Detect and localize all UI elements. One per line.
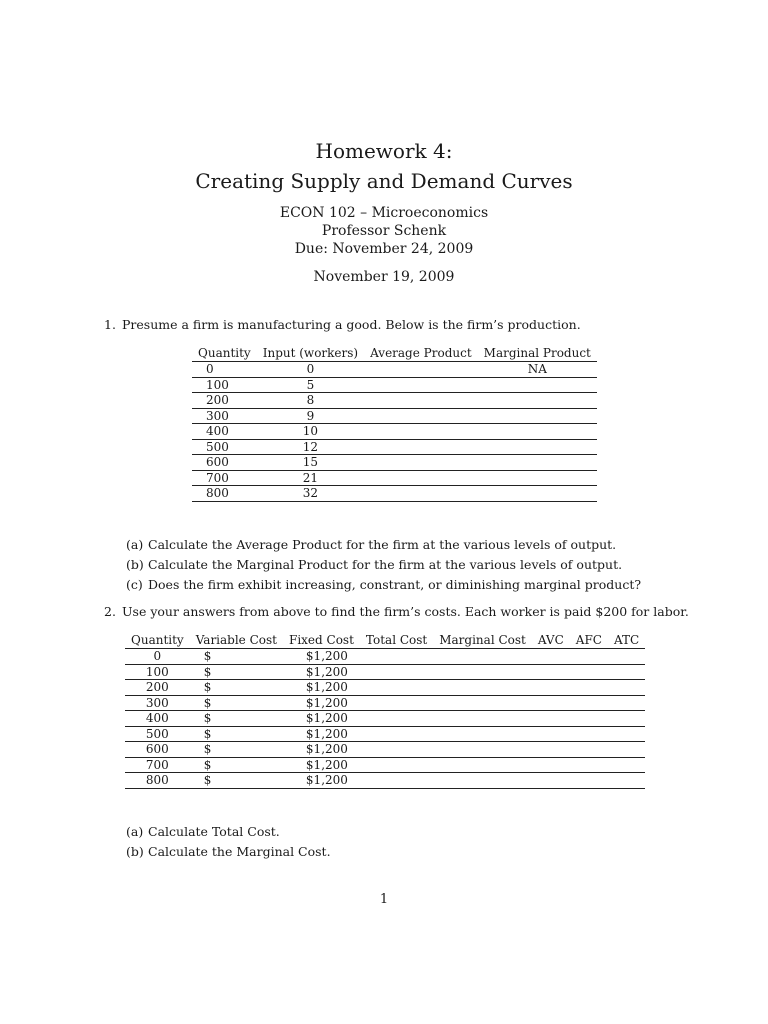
cost-table-header-row: [125, 632, 645, 649]
table-cell: [478, 470, 597, 486]
table-cell: [532, 649, 570, 665]
table-cell: $: [190, 757, 283, 773]
table-cell: [433, 757, 532, 773]
table-cell: 0: [257, 362, 364, 378]
cost-table-row: [125, 649, 645, 665]
table-cell: [478, 393, 597, 409]
table-cell: 200: [125, 680, 190, 696]
table-cell: [570, 742, 608, 758]
table-cell: [478, 455, 597, 471]
table-cell: $: [190, 649, 283, 665]
part-label: (a): [126, 824, 144, 839]
page-number: 1: [379, 892, 389, 907]
table-cell: [570, 695, 608, 711]
table-cell: [364, 393, 478, 409]
table-cell: [478, 377, 597, 393]
table-cell: 300: [125, 695, 190, 711]
table-cell: [532, 742, 570, 758]
cost-col-quantity: Quantity: [125, 632, 190, 649]
table-cell: [532, 664, 570, 680]
question-2: [104, 604, 689, 620]
table-cell: [360, 742, 433, 758]
table-cell: $: [190, 711, 283, 727]
table-cell: [364, 470, 478, 486]
table-cell: [532, 726, 570, 742]
production-table-row: [192, 439, 597, 455]
table-cell: 21: [257, 470, 364, 486]
production-table-row: [192, 408, 597, 424]
table-cell: 700: [192, 470, 257, 486]
title-line-1: Homework 4:: [315, 139, 453, 163]
production-table-row: [192, 377, 597, 393]
table-cell: 600: [125, 742, 190, 758]
table-cell: [360, 664, 433, 680]
table-cell: 5: [257, 377, 364, 393]
due-date: Due: November 24, 2009: [294, 241, 474, 257]
table-cell: [364, 424, 478, 440]
table-cell: [364, 408, 478, 424]
table-cell: [532, 695, 570, 711]
table-cell: [608, 664, 645, 680]
table-cell: [478, 439, 597, 455]
question-2-parts: [126, 822, 331, 862]
table-cell: 32: [257, 486, 364, 502]
production-table-row: [192, 455, 597, 471]
table-cell: [364, 439, 478, 455]
table-cell: $: [190, 726, 283, 742]
table-cell: $1,200: [283, 711, 360, 727]
production-col-input: Input (workers): [257, 345, 364, 362]
table-cell: $1,200: [283, 726, 360, 742]
table-cell: [364, 377, 478, 393]
cost-col-afc: AFC: [570, 632, 608, 649]
table-cell: 500: [125, 726, 190, 742]
part-label: (c): [126, 577, 143, 592]
table-cell: 0: [192, 362, 257, 378]
table-cell: 10: [257, 424, 364, 440]
part-text: Calculate the Average Product for the firm at the various levels of output.: [148, 537, 617, 552]
table-cell: [532, 773, 570, 789]
table-cell: 400: [125, 711, 190, 727]
table-cell: [360, 711, 433, 727]
table-cell: [570, 680, 608, 696]
table-cell: 600: [192, 455, 257, 471]
production-table-row: [192, 424, 597, 440]
part-text: Calculate the Marginal Product for the firm at the various levels of output.: [148, 557, 623, 572]
table-cell: [570, 664, 608, 680]
question-1-text: Presume a firm is manufacturing a good. Below is the firm’s production.: [122, 317, 581, 332]
question-2-text: Use your answers from above to find the firm’s costs. Each worker is paid $200 for labor.: [122, 604, 689, 619]
table-cell: [364, 486, 478, 502]
question-2-number: 2.: [104, 604, 116, 619]
cost-col-atc: ATC: [608, 632, 645, 649]
table-cell: [570, 757, 608, 773]
table-cell: [608, 711, 645, 727]
table-cell: [570, 726, 608, 742]
production-col-quantity: Quantity: [192, 345, 257, 362]
part-label: (b): [126, 844, 144, 859]
table-cell: [360, 695, 433, 711]
cost-table-row: [125, 664, 645, 680]
table-cell: $1,200: [283, 695, 360, 711]
table-cell: 800: [125, 773, 190, 789]
table-cell: [570, 711, 608, 727]
cost-table-row: [125, 711, 645, 727]
table-cell: $: [190, 742, 283, 758]
table-cell: 700: [125, 757, 190, 773]
part-text: Does the firm exhibit increasing, constrant, or diminishing marginal product?: [148, 577, 642, 592]
production-table-header-row: [192, 345, 597, 362]
table-cell: [608, 680, 645, 696]
table-cell: [433, 680, 532, 696]
question-1-part-c: [126, 575, 641, 595]
production-col-marginal-product: Marginal Product: [478, 345, 597, 362]
question-2-part-b: [126, 842, 331, 862]
table-cell: 100: [125, 664, 190, 680]
table-cell: [532, 680, 570, 696]
table-cell: [608, 773, 645, 789]
cost-table-row: [125, 695, 645, 711]
table-cell: [360, 757, 433, 773]
part-label: (b): [126, 557, 144, 572]
cost-table-row: [125, 726, 645, 742]
table-cell: $1,200: [283, 649, 360, 665]
title-line-2: Creating Supply and Demand Curves: [195, 169, 573, 193]
table-cell: 500: [192, 439, 257, 455]
cost-table: [125, 632, 645, 789]
table-cell: 15: [257, 455, 364, 471]
table-cell: 12: [257, 439, 364, 455]
table-cell: [478, 424, 597, 440]
table-cell: $1,200: [283, 664, 360, 680]
table-cell: [608, 742, 645, 758]
part-text: Calculate the Marginal Cost.: [148, 844, 331, 859]
table-cell: [360, 680, 433, 696]
question-1-part-a: [126, 535, 641, 555]
table-cell: [608, 695, 645, 711]
table-cell: [608, 649, 645, 665]
cost-col-marginal-cost: Marginal Cost: [433, 632, 532, 649]
production-table-row: [192, 470, 597, 486]
table-cell: [570, 773, 608, 789]
table-cell: [364, 455, 478, 471]
table-cell: $1,200: [283, 773, 360, 789]
table-cell: [433, 711, 532, 727]
table-cell: 100: [192, 377, 257, 393]
cost-table-row: [125, 742, 645, 758]
table-cell: [364, 362, 478, 378]
professor-name: Professor Schenk: [321, 223, 447, 239]
question-1-number: 1.: [104, 317, 116, 332]
table-cell: [570, 649, 608, 665]
document-date: November 19, 2009: [313, 269, 455, 285]
table-cell: 200: [192, 393, 257, 409]
course-name: ECON 102 – Microeconomics: [279, 205, 489, 221]
table-cell: [360, 649, 433, 665]
question-1-parts: [126, 535, 641, 595]
meta-block: [0, 204, 768, 258]
production-table-row: [192, 486, 597, 502]
production-col-average-product: Average Product: [364, 345, 478, 362]
production-table-row: [192, 362, 597, 378]
table-cell: [532, 757, 570, 773]
table-cell: $1,200: [283, 680, 360, 696]
table-cell: [478, 486, 597, 502]
cost-table-row: [125, 773, 645, 789]
table-cell: 9: [257, 408, 364, 424]
cost-col-avc: AVC: [532, 632, 570, 649]
question-1: [104, 317, 581, 333]
table-cell: $1,200: [283, 757, 360, 773]
table-cell: NA: [478, 362, 597, 378]
table-cell: $1,200: [283, 742, 360, 758]
table-cell: 300: [192, 408, 257, 424]
production-table: [192, 345, 597, 502]
cost-col-fixed-cost: Fixed Cost: [283, 632, 360, 649]
cost-table-row: [125, 757, 645, 773]
table-cell: 800: [192, 486, 257, 502]
table-cell: [433, 695, 532, 711]
table-cell: [433, 726, 532, 742]
table-cell: [360, 773, 433, 789]
table-cell: [433, 742, 532, 758]
cost-col-variable-cost: Variable Cost: [190, 632, 283, 649]
table-cell: [433, 773, 532, 789]
part-label: (a): [126, 537, 144, 552]
table-cell: $: [190, 680, 283, 696]
table-cell: 8: [257, 393, 364, 409]
table-cell: [478, 408, 597, 424]
cost-table-row: [125, 680, 645, 696]
table-cell: [532, 711, 570, 727]
question-2-part-a: [126, 822, 331, 842]
table-cell: $: [190, 664, 283, 680]
cost-col-total-cost: Total Cost: [360, 632, 433, 649]
title-block: [0, 136, 768, 196]
table-cell: $: [190, 773, 283, 789]
part-text: Calculate Total Cost.: [148, 824, 280, 839]
production-table-row: [192, 393, 597, 409]
question-1-part-b: [126, 555, 641, 575]
table-cell: [608, 726, 645, 742]
table-cell: [360, 726, 433, 742]
table-cell: [608, 757, 645, 773]
table-cell: 0: [125, 649, 190, 665]
table-cell: [433, 664, 532, 680]
table-cell: 400: [192, 424, 257, 440]
table-cell: $: [190, 695, 283, 711]
table-cell: [433, 649, 532, 665]
